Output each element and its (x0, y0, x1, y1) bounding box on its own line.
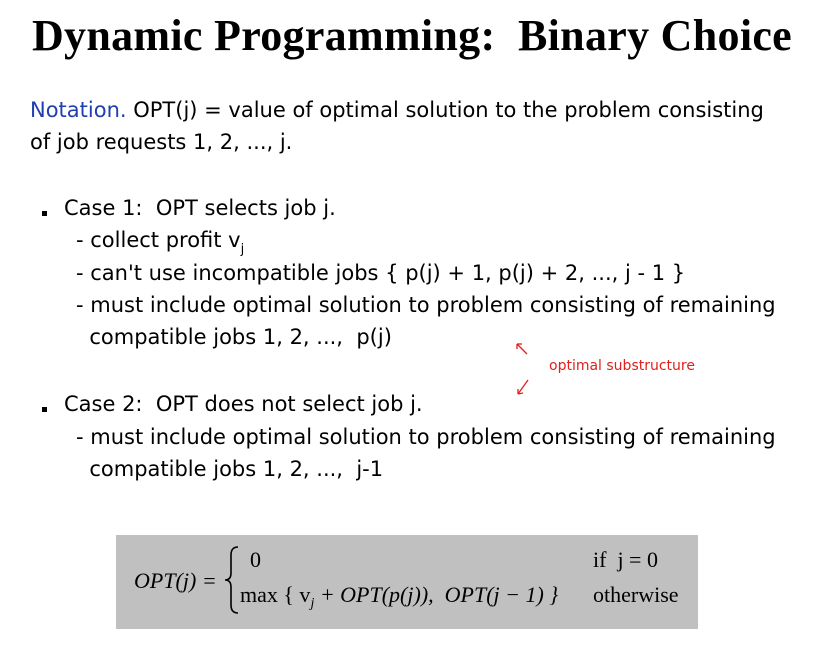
notation-label: Notation. (30, 98, 127, 122)
formula-v-subscript: j (310, 596, 315, 611)
case-1-item-remaining: compatible jobs 1, 2, ..., p(j) (76, 325, 392, 349)
case-1-item-optimal: - must include optimal solution to problem consisting of remaining (76, 293, 776, 317)
formula-max-terms: + OPT(p(j)), OPT(j − 1) } (314, 582, 559, 607)
notation-line-2: of job requests 1, 2, ..., j. (30, 130, 293, 154)
bullet-marker-case-1 (42, 211, 47, 216)
optimal-substructure-annotation: optimal substructure (549, 358, 695, 374)
bullet-marker-case-2 (42, 407, 47, 412)
formula-lhs: OPT(j) = (134, 568, 217, 593)
arrow-up-left-icon (517, 344, 527, 354)
case-2-item-remaining: compatible jobs 1, 2, ..., j-1 (76, 457, 384, 481)
left-brace-icon (223, 545, 241, 615)
case-2-item-optimal: - must include optimal solution to problem consisting of remaining (76, 425, 776, 449)
formula-case-2-value (240, 582, 559, 611)
annotation-arrows (508, 334, 548, 404)
case-2-heading: Case 2: OPT does not select job j. (64, 392, 423, 416)
case-1-item-profit-text: - collect profit v (76, 228, 241, 252)
case-1-item-profit (76, 228, 245, 257)
formula-case-1-condition: if j = 0 (593, 547, 658, 572)
case-1-item-profit-subscript: j (240, 242, 245, 257)
notation-definition: OPT(j) = value of optimal solution to the problem consisting (126, 98, 764, 122)
formula-case-2-condition: otherwise (593, 582, 679, 607)
formula-max-open: max { v (240, 582, 311, 607)
arrow-down-left-icon (518, 380, 528, 394)
notation-line-1 (30, 100, 764, 121)
case-1-item-incompatible: - can't use incompatible jobs { p(j) + 1, p(j) + 2, ..., j - 1 } (76, 261, 686, 285)
formula-case-1-value: 0 (250, 547, 261, 572)
case-1-heading: Case 1: OPT selects job j. (64, 196, 336, 220)
slide-title: Dynamic Programming: Binary Choice (31, 11, 793, 60)
